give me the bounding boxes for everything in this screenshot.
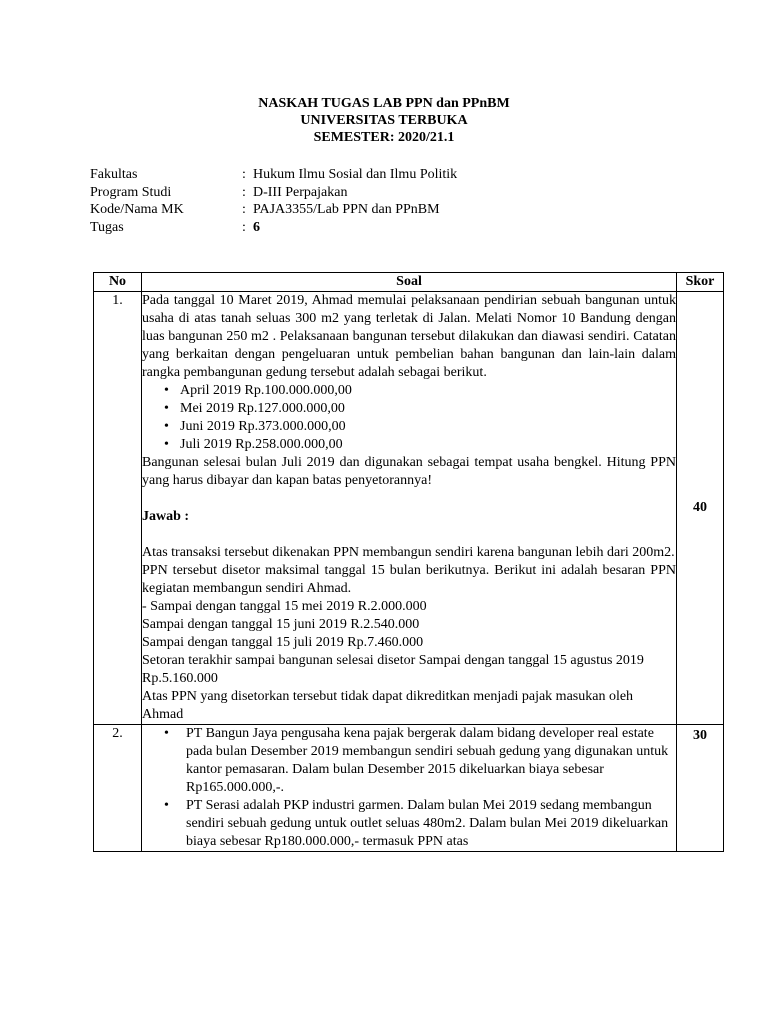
meta-label: Fakultas xyxy=(90,167,138,182)
meta-colon: : xyxy=(242,167,246,182)
header-no: No xyxy=(94,273,142,292)
title-line-2: UNIVERSITAS TERBUKA xyxy=(300,113,468,128)
answer-paragraph: Atas transaksi tersebut dikenakan PPN membangun sendiri karena bangunan lebih dari 200m2. xyxy=(142,545,675,560)
header-skor: Skor xyxy=(677,273,724,292)
meta-label: Tugas xyxy=(90,219,124,235)
meta-colon: : xyxy=(242,202,246,217)
answer-label: Jawab : xyxy=(142,509,190,524)
table-row-question-2 xyxy=(94,725,724,852)
course-info xyxy=(90,166,457,236)
meta-colon: : xyxy=(242,184,246,200)
meta-value: D-III Perpajakan xyxy=(253,184,348,200)
header-soal: Soal xyxy=(142,273,677,292)
table-row-question-1 xyxy=(94,292,724,725)
meta-colon: : xyxy=(242,219,246,235)
answer-line: Rp.5.160.000 xyxy=(142,671,218,686)
list-item: • Mei 2019 Rp.127.000.000,00 xyxy=(164,400,676,418)
title-line-1: NASKAH TUGAS LAB PPN dan PPnBM xyxy=(258,96,510,111)
question-number: 1. xyxy=(94,292,142,725)
answer-line: Ahmad xyxy=(142,707,184,722)
meta-label: Kode/Nama MK xyxy=(90,202,184,217)
question-score: 40 xyxy=(677,292,724,725)
list-item: • Juli 2019 Rp.258.000.000,00 xyxy=(164,436,676,454)
list-item: • PT Serasi adalah PKP industri garmen. Dalam bulan Mei 2019 sedang membangun sendiri sebuah gedung untuk outlet seluas 480m2. Dalam bulan Mei 2019 dikeluarkan biaya sebesar Rp180.000.000,- termasuk PPN atas xyxy=(164,797,676,851)
meta-label: Program Studi xyxy=(90,184,172,200)
question-content xyxy=(142,725,677,852)
question-content xyxy=(142,292,677,725)
expense-list xyxy=(142,382,676,454)
question-prompt: Bangunan selesai bulan Juli 2019 dan digunakan sebagai tempat usaha bengkel. Hitung PPN yang harus dibayar dan kapan batas penyetorannya! xyxy=(142,455,676,488)
answer-line: - Sampai dengan tanggal 15 mei 2019 R.2.000.000 xyxy=(142,599,427,614)
document-title xyxy=(0,95,768,146)
question-score: 30 xyxy=(677,725,724,852)
title-line-3: SEMESTER: 2020/21.1 xyxy=(313,130,455,145)
question-number: 2. xyxy=(94,725,142,852)
question-table xyxy=(93,272,724,852)
answer-line: Sampai dengan tanggal 15 juni 2019 R.2.540.000 xyxy=(142,617,420,632)
answer-paragraph: PPN tersebut disetor maksimal tanggal 15 bulan berikutnya. Berikut ini adalah besaran PPN kegiatan membangun sendiri Ahmad. xyxy=(142,563,676,596)
meta-row-program-studi xyxy=(90,184,457,202)
list-item: • April 2019 Rp.100.000.000,00 xyxy=(164,382,676,400)
meta-row-kode-mk xyxy=(90,201,457,219)
case-list xyxy=(142,725,676,851)
answer-paragraph: Atas PPN yang disetorkan tersebut tidak dapat dikreditkan menjadi pajak masukan oleh xyxy=(142,689,634,704)
answer-paragraph: Setoran terakhir sampai bangunan selesai disetor Sampai dengan tanggal 15 agustus 2019 xyxy=(142,653,644,668)
list-item: • PT Bangun Jaya pengusaha kena pajak bergerak dalam bidang developer real estate pada bulan Desember 2019 membangun sendiri sebuah gedung yang digunakan untuk kantor pemasaran. Dalam bulan Desember 2015 dikeluarkan biaya sebesar Rp165.000.000,-. xyxy=(164,725,676,797)
meta-row-tugas xyxy=(90,219,457,237)
question-intro: Pada tanggal 10 Maret 2019, Ahmad memulai pelaksanaan pendirian sebuah bangunan untuk usaha di atas tanah seluas 300 m2 yang terletak di Jalan. Melati Nomor 10 Bandung dengan luas bangunan 250 m2 . Pelaksanaan bangunan tersebut dilakukan dan diawasi sendiri. Catatan yang berkaitan dengan pengeluaran untuk pembelian bahan bangunan dan lain-lain dalam rangka pembangunan gedung tersebut adalah sebagai berikut. xyxy=(142,293,676,380)
answer-line: Sampai dengan tanggal 15 juli 2019 Rp.7.460.000 xyxy=(142,635,424,650)
meta-value: 6 xyxy=(253,219,260,235)
meta-value: PAJA3355/Lab PPN dan PPnBM xyxy=(253,202,440,217)
table-header-row xyxy=(94,273,724,292)
list-item: • Juni 2019 Rp.373.000.000,00 xyxy=(164,418,676,436)
meta-value: Hukum Ilmu Sosial dan Ilmu Politik xyxy=(253,167,458,182)
meta-row-fakultas xyxy=(90,166,457,184)
